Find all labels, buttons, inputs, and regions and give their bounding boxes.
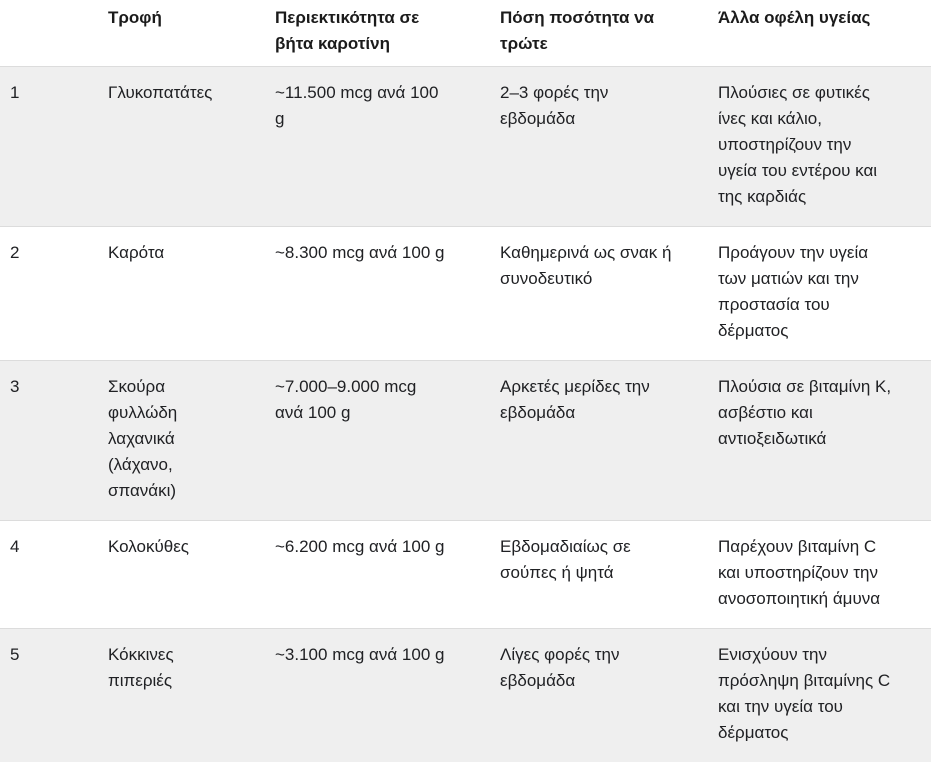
food-cell: Καρότα [108,243,165,262]
food-cell: Σκούρα φυλλώδη λαχανικά (λάχανο, σπανάκι) [108,377,178,500]
table-body [0,67,931,763]
amount-cell: Καθημερινά ως σνακ ή συνοδευτικό [500,243,672,288]
row-index-cell: 5 [10,645,20,664]
row-index-cell: 2 [10,243,20,262]
row-index-cell: 4 [10,537,20,556]
benefit-cell: Ενισχύουν την πρόσληψη βιταμίνης C και την υγεία του δέρματος [718,645,891,742]
benefit-cell: Πλούσια σε βιταμίνη Κ, ασβέστιο και αντιοξειδωτικά [718,377,892,448]
benefit-cell: Προάγουν την υγεία των ματιών και την προστασία του δέρματος [718,243,869,340]
amount-cell: Αρκετές μερίδες την εβδομάδα [500,377,650,422]
content-cell: ~8.300 mcg ανά 100 g [275,243,445,262]
column-header-index [0,0,108,67]
row-index-cell: 1 [10,83,20,102]
table-row [0,629,931,763]
benefit-cell: Πλούσιες σε φυτικές ίνες και κάλιο, υποστηρίζουν την υγεία του εντέρου και της καρδιάς [718,83,878,206]
column-header-amount: Πόση ποσότητα να τρώτε [500,0,718,67]
table-row [0,67,931,227]
amount-cell: 2–3 φορές την εβδομάδα [500,83,609,128]
content-cell: ~7.000–9.000 mcg ανά 100 g [275,377,417,422]
food-cell: Γλυκοπατάτες [108,83,213,102]
content-cell: ~3.100 mcg ανά 100 g [275,645,445,664]
row-index-cell: 3 [10,377,20,396]
benefit-cell: Παρέχουν βιταμίνη C και υποστηρίζουν την ανοσοποιητική άμυνα [718,537,881,608]
amount-cell: Λίγες φορές την εβδομάδα [500,645,620,690]
table-row [0,227,931,361]
column-header-benefit: Άλλα οφέλη υγείας [718,0,931,67]
header-row [0,0,931,67]
table-row [0,361,931,521]
table-row [0,521,931,629]
column-header-content: Περιεκτικότητα σε βήτα καροτίνη [275,0,500,67]
amount-cell: Εβδομαδιαίως σε σούπες ή ψητά [500,537,631,582]
food-cell: Κολοκύθες [108,537,189,556]
food-cell: Κόκκινες πιπεριές [108,645,174,690]
content-cell: ~11.500 mcg ανά 100 g [275,83,439,128]
column-header-food: Τροφή [108,0,275,67]
content-cell: ~6.200 mcg ανά 100 g [275,537,445,556]
